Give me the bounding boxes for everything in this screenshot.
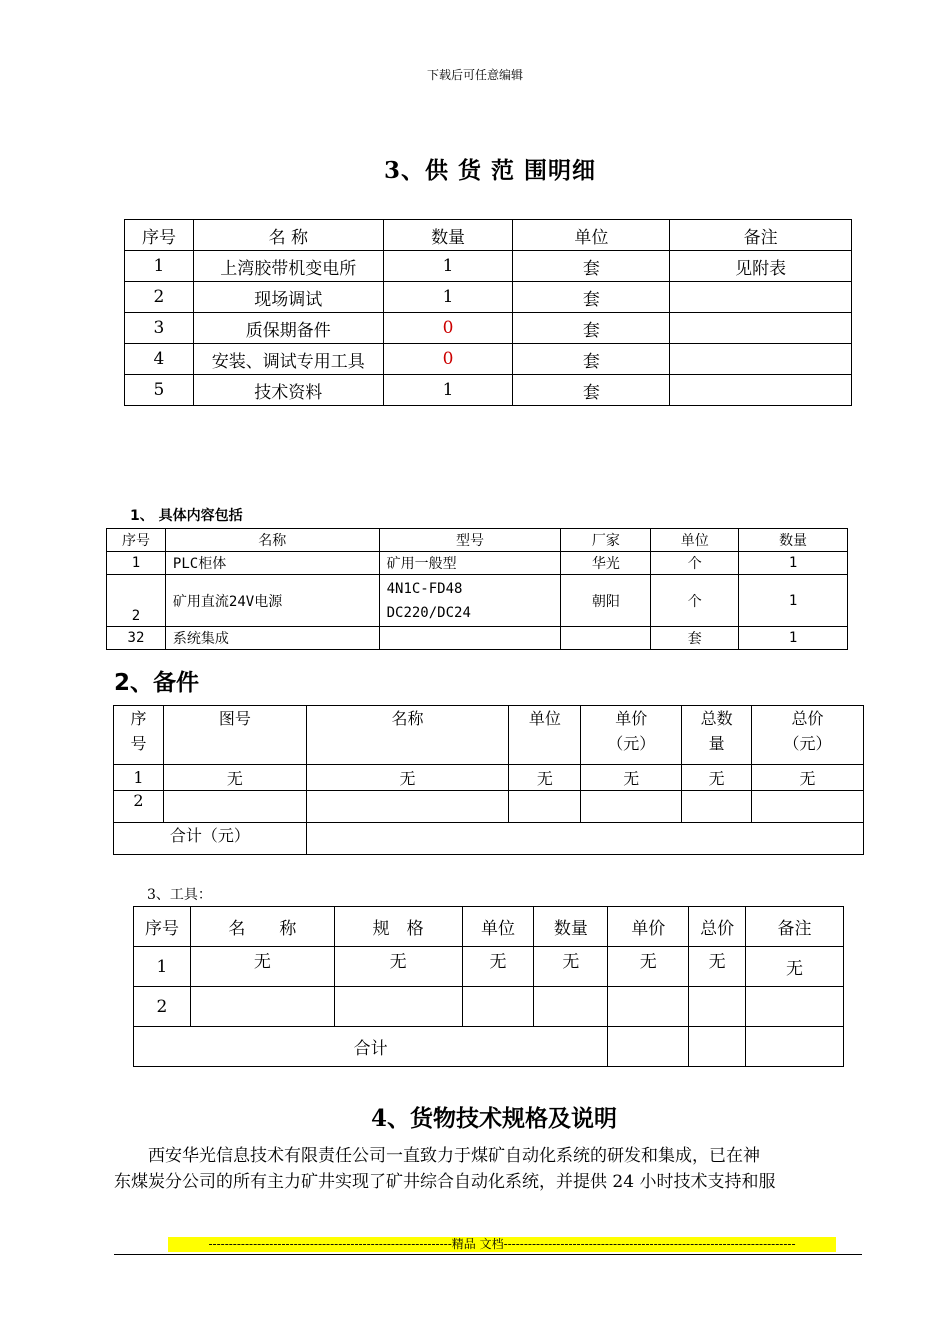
tools-table [133,906,844,1067]
header-note: 下载后可任意编辑 [426,68,523,82]
cell: 现场调试 [193,282,383,313]
table-header-row [134,907,844,947]
table-row [125,313,852,344]
cell: 个 [651,552,739,575]
cell: 5 [125,375,194,406]
cell: 1 [125,251,194,282]
footer-banner: ------------------------------------------------------------精品 文档------------------------------------------------------------------------ [168,1237,836,1252]
header-cell: 备注 [746,907,844,947]
model-line: 4N1C-FD48 [386,580,463,597]
cell: 套 [651,627,739,650]
subsection-title: 1、 具体内容包括 [130,508,243,524]
header-cell: 名 称 [193,220,383,251]
header-cell: 数量 [739,529,848,552]
cell [670,344,852,375]
supply-scope-table [124,219,852,406]
table-row [125,344,852,375]
model-line: DC220/DC24 [386,604,471,621]
header-cell: 单位 [513,220,670,251]
header-cell: 序号 [134,907,191,947]
table-row [125,282,852,313]
cell: 3 [125,313,194,344]
table-header-row [114,706,864,765]
total-label: 合计（元） [114,823,307,855]
cell: 1 [114,765,164,791]
cell: 无 [462,947,534,987]
header-cell: 总价 [689,907,746,947]
cell [581,791,682,823]
header-cell: 单位 [651,529,739,552]
cell: 2 [114,791,164,823]
cell [334,987,462,1027]
table-row [107,627,848,650]
paragraph-line: 西安华光信息技术有限责任公司一直致力于煤矿自动化系统的研发和集成，已在神 [148,1146,760,1166]
table-row [125,375,852,406]
table-row [114,791,864,823]
cell: 无 [190,947,334,987]
cell: 1 [739,552,848,575]
header-cell: 单价 [608,907,689,947]
cell: 1 [107,552,166,575]
cell: 无 [682,765,752,791]
cell: 安装、调试专用工具 [193,344,383,375]
section2-title: 2、备件 [114,670,200,696]
cell: 无 [581,765,682,791]
cell [306,791,509,823]
cell: 套 [513,375,670,406]
header-cell: 备注 [670,220,852,251]
cell: 2 [107,575,166,627]
cell: 套 [513,344,670,375]
cell: 无 [509,765,581,791]
table-row [114,765,864,791]
total-value [306,823,863,855]
cell: 系统集成 [165,627,379,650]
cell: 上湾胶带机变电所 [193,251,383,282]
cell [752,791,864,823]
cell: 1 [739,627,848,650]
cell: 1 [383,282,513,313]
cell: 1 [739,575,848,627]
cell: 0 [383,344,513,375]
tools-section-title: 3、工具： [147,887,212,903]
header-cell: 序号 [107,529,166,552]
cell: 无 [752,765,864,791]
cell [682,791,752,823]
cell [670,282,852,313]
section3-title: 3、供 货 范 围明细 [383,157,597,184]
cell [670,375,852,406]
cell: PLC柜体 [165,552,379,575]
section4-title: 4、货物技术规格及说明 [370,1105,617,1132]
header-cell: 单价 （元） [581,706,682,765]
table-row [125,251,852,282]
header-cell: 序号 [125,220,194,251]
table-row [107,552,848,575]
header-cell: 数量 [383,220,513,251]
table-row [134,987,844,1027]
cell: 无 [689,947,746,987]
table-row [107,575,848,627]
cell [462,987,534,1027]
cell [190,987,334,1027]
cell: 2 [134,987,191,1027]
header-cell: 数量 [534,907,608,947]
cell: 2 [125,282,194,313]
header-cell: 单位 [462,907,534,947]
cell [670,313,852,344]
cell: 无 [334,947,462,987]
cell [379,575,561,627]
paragraph-line: 东煤炭分公司的所有主力矿井实现了矿井综合自动化系统，并提供 24 小时技术支持和服 [114,1172,776,1192]
cell: 质保期备件 [193,313,383,344]
cell [608,987,689,1027]
total-label: 合计 [134,1027,608,1067]
cell [379,627,561,650]
header-cell: 图号 [163,706,306,765]
cell: 华光 [561,552,651,575]
header-cell: 总价 （元） [752,706,864,765]
header-cell: 单位 [509,706,581,765]
content-detail-table [106,528,848,650]
cell: 朝阳 [561,575,651,627]
header-cell: 名称 [306,706,509,765]
table-header-row [125,220,852,251]
cell: 4 [125,344,194,375]
cell: 矿用直流24V电源 [165,575,379,627]
cell [509,791,581,823]
cell [561,627,651,650]
cell [163,791,306,823]
cell: 0 [383,313,513,344]
table-total-row [114,823,864,855]
cell: 套 [513,251,670,282]
cell: 技术资料 [193,375,383,406]
cell: 无 [534,947,608,987]
cell: 个 [651,575,739,627]
header-cell: 总数 量 [682,706,752,765]
cell [689,987,746,1027]
spare-parts-table [113,705,864,855]
cell: 1 [134,947,191,987]
cell: 矿用一般型 [379,552,561,575]
cell: 无 [163,765,306,791]
table-row [134,947,844,987]
table-header-row [107,529,848,552]
header-cell: 名称 [165,529,379,552]
cell: 1 [383,375,513,406]
cell: 套 [513,282,670,313]
cell: 见附表 [670,251,852,282]
footer-divider [114,1254,862,1255]
cell: 套 [513,313,670,344]
header-cell: 型号 [379,529,561,552]
cell: 无 [608,947,689,987]
cell [746,1027,844,1067]
cell: 无 [306,765,509,791]
cell: 1 [383,251,513,282]
cell [608,1027,689,1067]
header-cell: 序 号 [114,706,164,765]
header-cell: 厂家 [561,529,651,552]
cell: 32 [107,627,166,650]
cell [534,987,608,1027]
cell [689,1027,746,1067]
header-cell: 名 称 [190,907,334,947]
header-cell: 规 格 [334,907,462,947]
cell [746,987,844,1027]
description-paragraph [114,1143,862,1195]
table-total-row [134,1027,844,1067]
cell: 无 [746,947,844,987]
